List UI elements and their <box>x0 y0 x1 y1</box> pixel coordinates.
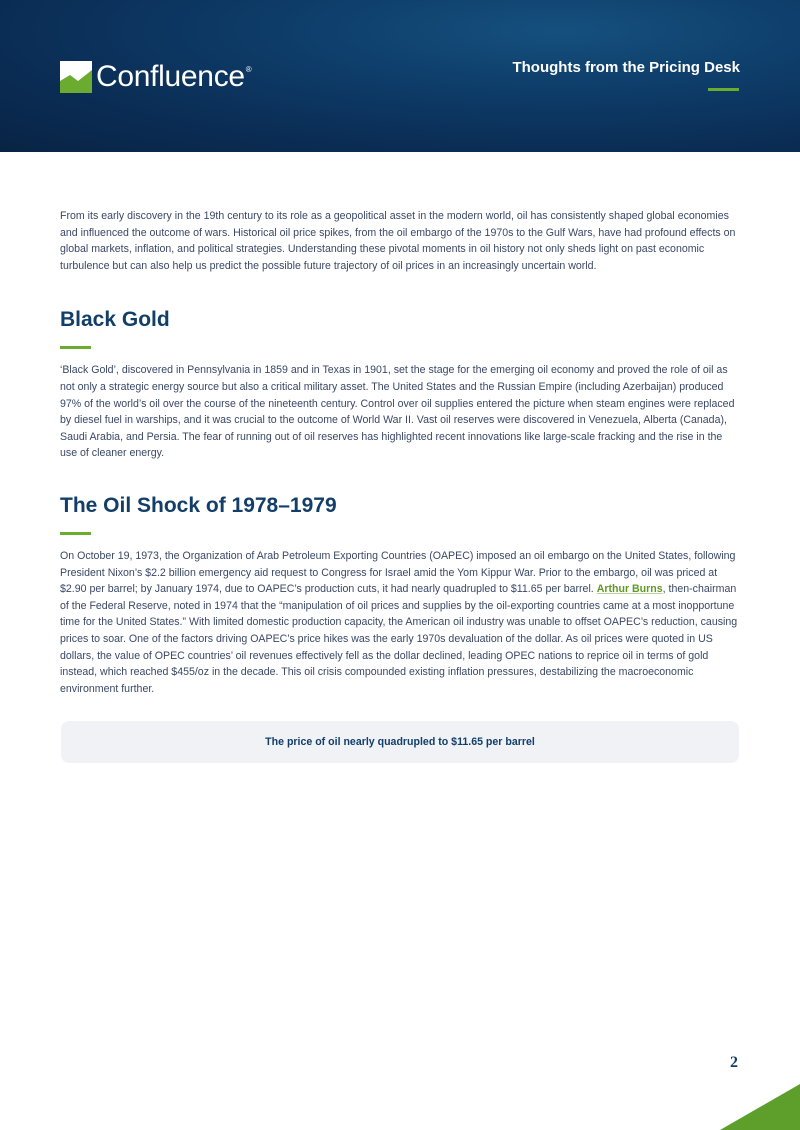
header-title: Thoughts from the Pricing Desk <box>512 59 740 76</box>
section-accent-rule <box>60 532 91 535</box>
arthur-burns-link[interactable]: Arthur Burns <box>596 583 663 596</box>
section-paragraph-black-gold: ‘Black Gold’, discovered in Pennsylvania in 1859 and in Texas in 1901, set the stage for the emerging oil economy and proved the role of oil as not only a strategic energy source but also a critical military asset. The United States and the Russian Empire (including Azerbaijan) produced 97% of the world’s oil over the course of the nineteenth century. Control over oil supplies entered the picture when steam engines were replaced by diesel fuel in warships, and it was crucial to the outcome of World War II. Vast oil reserves were discovered in Venezuela, Alberta (Canada), Saudi Arabia, and Persia. The fear of running out of oil reserves has highlighted recent innovations like large-scale fracking and the rise in the use of cleaner energy. <box>60 364 735 460</box>
confluence-logo[interactable] <box>60 60 252 94</box>
section-paragraph-oil-shock <box>60 548 740 697</box>
paragraph-text-after-link: , then-chairman of the Federal Reserve, noted in 1974 that the “manipulation of oil prices and supplies by the oil-exporting countries came at a most inopportune time for the United States.” With limited domestic production capacity, the American oil industry was unable to offset OAPEC’s reduction, causing prices to soar. One of the factors driving OAPEC’s price hikes was the early 1970s devaluation of the dollar. As oil prices were quoted in US dollars, the value of OPEC countries’ oil revenues effectively fell as the dollar declined, leading OPEC nations to reprice oil in terms of gold instead, which reached $455/oz in the decade. This oil crisis compounded existing inflation pressures, destabilizing the macroeconomic environment further. <box>60 583 738 695</box>
page-header <box>0 0 800 152</box>
registered-mark-icon: ® <box>245 64 252 74</box>
section-heading-oil-shock: The Oil Shock of 1978–1979 <box>60 493 337 517</box>
article-body <box>60 208 740 697</box>
section-heading-black-gold: Black Gold <box>60 308 170 332</box>
logo-wordmark: Confluence <box>96 60 245 93</box>
logo-chart-icon <box>60 61 92 93</box>
paragraph-text-before-link: On October 19, 1973, the Organization of Arab Petroleum Exporting Countries (OAPEC) imposed an oil embargo on the United States, following President Nixon’s $2.2 billion emergency aid request to Congress for Israel amid the Yom Kippur War. Prior to the embargo, oil was priced at $2.90 per barrel; by January 1974, due to OAPEC’s production cuts, it had nearly quadrupled to $11.65 per barrel. <box>60 549 736 596</box>
section-accent-rule <box>60 346 91 349</box>
header-accent-rule <box>708 88 739 91</box>
page-number: 2 <box>730 1054 738 1071</box>
intro-paragraph: From its early discovery in the 19th century to its role as a geopolitical asset in the modern world, oil has consistently shaped global economies and influenced the outcome of wars. Historical oil price spikes, from the oil embargo of the 1970s to the Gulf Wars, have had profound effects on global markets, inflation, and political strategies. Understanding these pivotal moments in oil history not only sheds light on past economic turbulence but can also help us predict the possible future trajectory of oil prices in an increasingly uncertain world. <box>60 210 736 272</box>
callout-text: The price of oil nearly quadrupled to $11.65 per barrel <box>265 736 535 748</box>
callout-box <box>61 721 739 763</box>
corner-triangle-decoration <box>720 1084 800 1130</box>
